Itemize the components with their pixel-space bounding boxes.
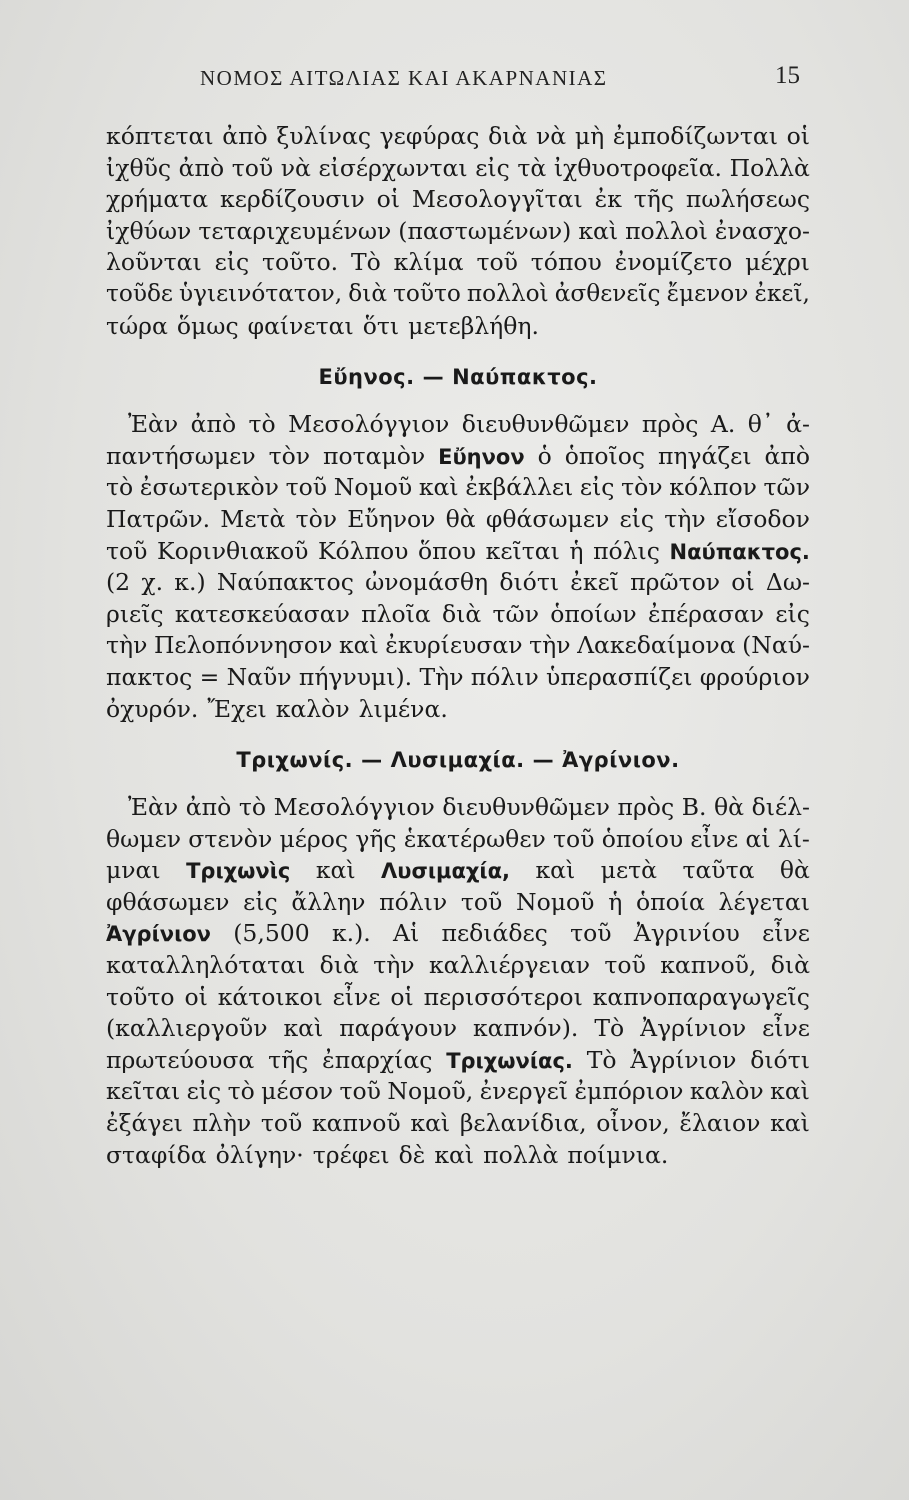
word: ξυλίνας xyxy=(276,122,371,150)
word: τοῦ xyxy=(285,473,328,502)
word: πεδιάδες xyxy=(441,919,548,948)
word: μναι xyxy=(106,856,161,885)
word: λί- xyxy=(777,824,810,853)
word: εἰς xyxy=(475,153,510,182)
word: τὸ xyxy=(106,473,134,502)
word: εἰς xyxy=(243,887,278,916)
text-line xyxy=(106,825,810,857)
word: τοῦ xyxy=(231,153,274,182)
word: θὰ xyxy=(445,504,476,533)
word: τοῦ xyxy=(553,824,595,853)
word: (παστωμένων) xyxy=(398,216,572,245)
word: τοῦ xyxy=(339,1077,381,1106)
word: οἱ xyxy=(390,982,414,1011)
word: αἱ xyxy=(745,824,771,853)
word: στενὸν xyxy=(188,824,273,853)
word: εἰς xyxy=(579,473,615,502)
word: ἐκβάλλει xyxy=(465,473,574,502)
word: παντήσωμεν xyxy=(106,441,256,470)
word: εἶνε xyxy=(332,982,381,1011)
word: ὁποίου xyxy=(601,824,684,853)
word: φαίνεται xyxy=(247,311,354,340)
word: πόλις xyxy=(593,536,660,565)
word: φθάσωμεν xyxy=(485,504,610,533)
word: (5,500 xyxy=(233,919,310,948)
word: Πελοπόννησον xyxy=(153,631,333,660)
word: ἀσθενεῖς xyxy=(554,279,661,307)
word: τοῦτο xyxy=(106,982,175,1011)
text-line xyxy=(106,983,810,1015)
text-line xyxy=(106,442,810,474)
word: διὰ xyxy=(442,599,482,628)
word: τώρα xyxy=(106,311,168,340)
word: ὑγιεινότατον, xyxy=(179,279,343,307)
word: καπνοπαραγωγεῖς xyxy=(592,982,810,1011)
word: πολλὰ xyxy=(483,1140,559,1169)
word: Ἐὰν xyxy=(128,410,179,439)
word: τόπου xyxy=(530,248,602,277)
word: ὁποίων xyxy=(550,599,637,628)
word: ἰχθῦς xyxy=(106,153,172,182)
word: τοῦτο xyxy=(393,279,461,307)
word: λιμένα. xyxy=(358,694,448,723)
word: τοῦδε xyxy=(106,279,173,307)
word: ἀπὸ xyxy=(222,122,268,150)
word: κ.). xyxy=(331,919,371,948)
word: θὰ xyxy=(779,856,810,885)
word: διότι xyxy=(750,1045,810,1074)
word: Β. xyxy=(681,793,707,822)
text-line xyxy=(106,473,810,505)
word: διὰ xyxy=(319,951,359,980)
bold-term: Εὔηνον xyxy=(438,444,525,469)
word: ὀλίγην· xyxy=(215,1140,304,1169)
word: Ἀγρίνιον xyxy=(640,1014,747,1043)
word: καλὸν xyxy=(275,694,350,723)
word: ἀπὸ xyxy=(178,153,225,182)
word: πρὸς xyxy=(617,793,675,822)
word: Εὔηνον xyxy=(347,504,436,533)
text-line xyxy=(106,1046,810,1078)
word: μέχρι xyxy=(745,248,810,277)
word: ταῦτα xyxy=(682,856,755,885)
word: Πατρῶν. xyxy=(106,504,211,533)
word: ἐνασχο- xyxy=(714,216,810,245)
word: τὴν xyxy=(106,631,148,660)
word: πηγάζει xyxy=(657,441,752,470)
word: θωμεν xyxy=(106,824,182,853)
word: οἱ xyxy=(731,568,755,597)
word: ἀ- xyxy=(786,410,810,439)
text-line xyxy=(106,154,810,186)
word: καὶ xyxy=(283,1014,324,1043)
word: καὶ xyxy=(535,856,576,885)
word: καπνοῦ xyxy=(311,1109,401,1138)
word: τοῦ xyxy=(476,248,518,277)
word: Κορινθιακοῦ xyxy=(157,536,309,565)
word: τὴν xyxy=(664,504,706,533)
text-line xyxy=(106,695,810,727)
word: φρούριον xyxy=(699,662,810,691)
word: κατεσκεύασαν xyxy=(174,599,350,628)
word: κλίμα xyxy=(393,248,464,277)
word: ἐκεῖ xyxy=(570,568,619,597)
word: ἰχθύων xyxy=(106,216,192,245)
word: πολλοὶ xyxy=(625,216,708,245)
word: καὶ xyxy=(315,856,356,885)
word: κεῖται xyxy=(106,1077,181,1106)
word: διέλ- xyxy=(751,793,810,822)
word: καὶ xyxy=(338,631,379,660)
word: πρὸς xyxy=(641,410,699,439)
word: τὸ xyxy=(227,1077,255,1106)
word: τοῦ xyxy=(106,536,148,565)
bold-term: Τριχωνίας. xyxy=(446,1048,573,1073)
text-line xyxy=(106,600,810,632)
word: τῆς xyxy=(633,185,675,214)
word: εἰς xyxy=(214,248,250,277)
bold-term: Λυσιμαχία, xyxy=(381,859,511,884)
word: εἰς xyxy=(186,1077,222,1106)
word: πόλιν xyxy=(379,887,448,916)
word: τῶν xyxy=(763,473,810,502)
word: μετεβλήθη. xyxy=(408,311,539,340)
word: ἰχθυοτροφεῖα. xyxy=(553,153,722,182)
word: εἴσοδον xyxy=(715,504,810,533)
word: ἐκυρίευσαν xyxy=(385,631,523,660)
word: ἔμενον xyxy=(666,279,749,307)
word: μὴ xyxy=(574,122,605,150)
word: λοῦνται xyxy=(106,248,202,277)
word: τὴν xyxy=(529,631,571,660)
word: ἔλαιον xyxy=(679,1109,761,1138)
word: μέρος xyxy=(279,824,349,853)
text-line xyxy=(106,888,810,920)
text-line xyxy=(106,185,810,217)
text-line xyxy=(106,1109,810,1141)
word: Ναύπακτος xyxy=(216,568,354,597)
word: Α. xyxy=(710,410,736,439)
word: ὑπερασπίζει xyxy=(546,662,693,691)
paragraph-continuation xyxy=(106,122,810,343)
bold-term: Τριχωνὶς xyxy=(186,859,291,884)
word: ἐνεργεῖ xyxy=(479,1077,569,1106)
word: διὰ xyxy=(348,279,388,307)
text-line xyxy=(106,1077,810,1109)
word: νὰ xyxy=(536,122,567,150)
word: ἐμποδίζωνται xyxy=(612,122,778,150)
word: περισσότεροι xyxy=(423,982,583,1011)
word: καταλληλόταται xyxy=(106,951,306,980)
text-line xyxy=(106,410,810,442)
word: τοῦ xyxy=(604,951,646,980)
word: εἰς xyxy=(775,599,810,628)
word: τὸ xyxy=(248,410,276,439)
page-header xyxy=(110,62,800,102)
word: ἀπὸ xyxy=(185,793,232,822)
word: θὰ xyxy=(714,793,745,822)
page-number: 15 xyxy=(775,62,800,89)
word: καὶ xyxy=(434,1140,475,1169)
word: πρῶτον xyxy=(630,568,721,597)
paragraph-agrinion xyxy=(106,793,810,1172)
word: καπνοῦ, xyxy=(660,951,757,980)
word: κάτοικοι xyxy=(217,982,323,1011)
text-line xyxy=(106,217,810,249)
heading-part: Τριχωνίς. xyxy=(236,747,354,772)
word: καὶ xyxy=(770,1109,810,1138)
heading-part: Ἀγρίνιον. xyxy=(562,747,680,772)
word: τρέφει xyxy=(312,1140,390,1169)
word: ἀπὸ xyxy=(764,441,810,470)
word: καὶ xyxy=(578,216,619,245)
word: ἡ xyxy=(569,536,584,565)
word: τοῦ xyxy=(460,887,503,916)
heading-separator: — xyxy=(532,747,555,772)
word: ριεῖς xyxy=(106,599,164,628)
word: μετὰ xyxy=(600,856,657,885)
word: Μετὰ xyxy=(220,504,286,533)
word: τὸν xyxy=(295,504,338,533)
text-line xyxy=(106,856,810,888)
word: πρωτεύουσα xyxy=(106,1045,255,1074)
word: ἐμπόριον xyxy=(574,1077,684,1106)
word: οἱ xyxy=(376,185,401,214)
word: Νομοῦ, xyxy=(387,1077,474,1106)
word: εἰσέρχωνται xyxy=(318,153,468,182)
word: ἀπὸ xyxy=(190,410,237,439)
word: πλὴν xyxy=(192,1109,252,1138)
word: ὅμως xyxy=(176,311,239,340)
word: κερδίζουσιν xyxy=(220,185,365,214)
word: Μεσολόγγιον xyxy=(273,793,435,822)
word: νὰ xyxy=(280,153,311,182)
word: τῆς xyxy=(268,1045,309,1074)
word: ὁποία xyxy=(636,887,705,916)
word: τὸ xyxy=(238,793,266,822)
word: πόλιν xyxy=(470,662,539,691)
text-line xyxy=(106,631,810,663)
word: Τὴν xyxy=(419,662,464,691)
word: Ναῦν xyxy=(226,662,292,691)
text-line xyxy=(106,280,810,312)
word: γεφύρας xyxy=(379,122,480,150)
word: Νομοῦ xyxy=(333,473,413,502)
word: ὅπου xyxy=(418,536,477,565)
word: ἐσωτερικὸν xyxy=(139,473,279,502)
word: κόλπον xyxy=(669,473,757,502)
text-line xyxy=(106,537,810,569)
word: Τὸ xyxy=(586,1045,617,1074)
bold-term: Ναύπακτος. xyxy=(669,539,810,564)
word: καὶ xyxy=(410,1109,451,1138)
word: τὰ xyxy=(517,153,547,182)
text-line xyxy=(106,568,810,600)
word: βελανίδια, xyxy=(459,1109,587,1138)
word: οἱ xyxy=(786,122,810,150)
word: = xyxy=(199,662,220,691)
word: πωλήσεως xyxy=(685,185,810,214)
word: Τὸ xyxy=(594,1014,625,1043)
word: διευθυνθῶμεν xyxy=(461,410,630,439)
text-line xyxy=(106,663,810,695)
word: Νομοῦ xyxy=(516,887,595,916)
heading-part: Ναύπακτος. xyxy=(452,364,598,389)
section-heading-trichonis-agrinion xyxy=(106,726,810,793)
word: (Ναύ- xyxy=(742,631,810,660)
word: ἐκεῖ, xyxy=(754,279,810,307)
word: λέγεται xyxy=(718,887,810,916)
word: (καλλιεργοῦν xyxy=(106,1014,268,1043)
text-line xyxy=(106,1014,810,1046)
word: ὅτι xyxy=(362,311,400,340)
text-line xyxy=(106,793,810,825)
word: ὁποῖος xyxy=(564,441,646,470)
word: ὠνομάσθη xyxy=(365,568,489,597)
word: καὶ xyxy=(770,1077,810,1106)
text-line xyxy=(106,1141,810,1173)
text-line xyxy=(106,505,810,537)
text-line xyxy=(106,312,810,344)
word: παράγουν xyxy=(339,1014,457,1043)
page-body xyxy=(106,122,810,1172)
word: Πολλὰ xyxy=(729,153,810,182)
word: δὲ xyxy=(398,1140,426,1169)
word: ὁ xyxy=(537,441,552,470)
word: ἐξάγει xyxy=(106,1109,183,1138)
heading-part: Εὔηνος. xyxy=(318,364,415,389)
word: Ἔχει xyxy=(207,694,267,723)
word: Μεσολογγῖται xyxy=(411,185,583,214)
text-line xyxy=(106,248,810,280)
word: σταφίδα xyxy=(106,1140,207,1169)
word: χ. xyxy=(141,568,164,597)
word: Τὸ xyxy=(350,248,381,277)
word: Μεσολόγγιον xyxy=(288,410,450,439)
word: καὶ xyxy=(418,473,459,502)
word: οἶνον, xyxy=(596,1109,670,1138)
paragraph-evinos xyxy=(106,410,810,726)
word: Κόλπου xyxy=(317,536,409,565)
text-line xyxy=(106,951,810,983)
word: καπνόν). xyxy=(472,1014,579,1043)
word: διὰ xyxy=(770,951,810,980)
word: διευθυνθῶμεν xyxy=(442,793,610,822)
word: καλὸν xyxy=(689,1077,764,1106)
word: θ᾽ xyxy=(747,410,774,439)
bold-term: Ἀγρίνιον xyxy=(106,922,211,947)
word: ἄλλην xyxy=(291,887,366,916)
heading-separator: — xyxy=(361,747,383,772)
word: τοῦ xyxy=(570,919,612,948)
word: Αἱ xyxy=(393,919,420,948)
section-heading-evinos-nafpaktos xyxy=(106,343,810,410)
word: τοῦ xyxy=(260,1109,303,1138)
word: πακτος xyxy=(106,662,193,691)
word: Λακεδαίμονα xyxy=(577,631,736,660)
word: κόπτεται xyxy=(106,122,214,150)
word: οἱ xyxy=(184,982,208,1011)
word: τὸν xyxy=(621,473,663,502)
word: ποίμνια. xyxy=(567,1140,669,1169)
heading-separator: — xyxy=(422,364,445,389)
running-title: ΝΟΜΟΣ ΑΙΤΩΛΙΑΣ ΚΑΙ ΑΚΑΡΝΑΝΙΑΣ xyxy=(200,66,608,90)
word: ποταμὸν xyxy=(323,441,426,470)
word: ὀχυρόν. xyxy=(106,694,199,723)
word: Ἀγρίνιον xyxy=(630,1045,737,1074)
word: διότι xyxy=(499,568,560,597)
word: γῆς xyxy=(355,824,397,853)
word: πλοῖα xyxy=(361,599,431,628)
word: εἶνε xyxy=(762,919,810,948)
word: ἡ xyxy=(608,887,623,916)
word: πολλοὶ xyxy=(466,279,549,307)
word: εἶνε xyxy=(690,824,739,853)
word: τοῦτο. xyxy=(262,248,339,277)
word: Δω- xyxy=(765,568,810,597)
word: ἐνομίζετο xyxy=(614,248,733,277)
word: (2 xyxy=(106,568,131,597)
text-line xyxy=(106,919,810,951)
word: ἐκ xyxy=(594,185,622,214)
word: ἑκατέρωθεν xyxy=(403,824,546,853)
word: φθάσωμεν xyxy=(106,887,230,916)
text-line xyxy=(106,122,810,154)
word: τεταριχευμένων xyxy=(198,216,392,245)
word: τῶν xyxy=(492,599,539,628)
heading-part: Λυσιμαχία. xyxy=(390,747,525,772)
word: τὸν xyxy=(268,441,311,470)
word: ἐπαρχίας xyxy=(322,1045,433,1074)
word: Ἐὰν xyxy=(128,793,179,822)
word: εἰς xyxy=(619,504,655,533)
word: χρήματα xyxy=(106,185,209,214)
word: Ἀγρινίου xyxy=(633,919,740,948)
word: καλλιέργειαν xyxy=(428,951,591,980)
word: κ.) xyxy=(174,568,206,597)
word: πήγνυμι). xyxy=(298,662,413,691)
word: εἶνε xyxy=(762,1014,810,1043)
word: μέσον xyxy=(261,1077,334,1106)
word: ἐπέρασαν xyxy=(647,599,765,628)
word: τὴν xyxy=(373,951,415,980)
word: διὰ xyxy=(488,122,528,150)
word: κεῖται xyxy=(485,536,560,565)
